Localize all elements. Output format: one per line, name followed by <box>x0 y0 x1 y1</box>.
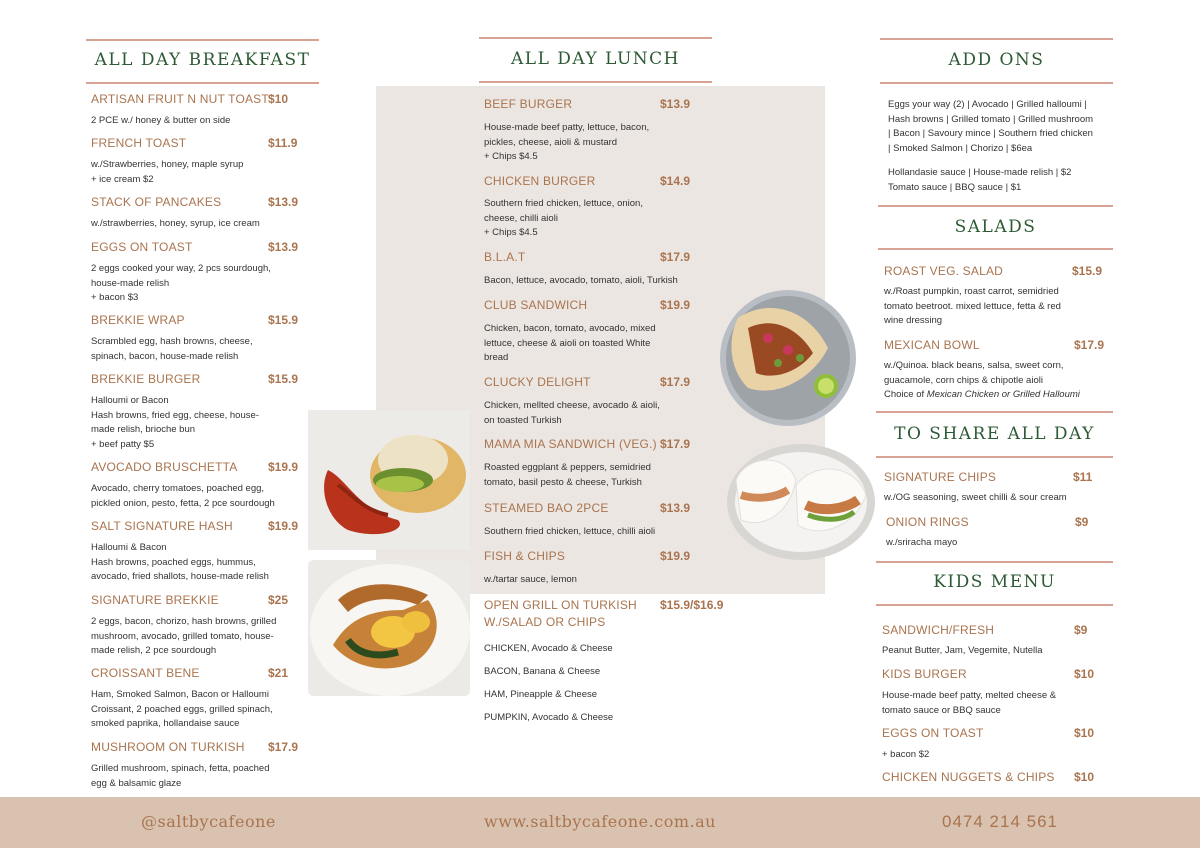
kids-title: KIDS MENU <box>933 572 1056 592</box>
menu-item-name: MUSHROOM ON TURKISH <box>91 740 245 754</box>
kids-rule-bottom <box>876 604 1113 606</box>
menu-item-desc: Peanut Butter, Jam, Vegemite, Nutella <box>882 645 1043 656</box>
menu-item-name: EGGS ON TOAST <box>91 240 193 254</box>
addons-rule-top <box>880 38 1113 40</box>
menu-item-name: ARTISAN FRUIT N NUT TOAST <box>91 92 269 106</box>
addons-sauces: Hollandasie sauce | House-made relish | $2 Tomato sauce | BBQ sauce | $1 <box>888 167 1072 193</box>
menu-item-price: $17.9 <box>268 740 299 754</box>
menu-item-price: $10 <box>1074 770 1095 784</box>
menu-item-desc: 2 PCE w./ honey & butter on side <box>91 115 231 126</box>
menu-item-price: $17.9 <box>660 375 691 389</box>
food-photo-croissant-bene <box>308 560 470 696</box>
menu-item-price: $19.9 <box>268 460 299 474</box>
menu-item-desc: Bacon, lettuce, avocado, tomato, aioli, Turkish <box>484 275 678 286</box>
menu-item-desc: House-made beef patty, melted cheese & tomato sauce or BBQ sauce <box>882 690 1057 716</box>
menu-item-desc: House-made beef patty, lettuce, bacon, pickles, cheese, aioli & mustard + Chips $4.5 <box>484 122 650 162</box>
menu-item-desc: w./Roast pumpkin, roast carrot, semidried tomato beetroot. mixed lettuce, fetta & red wine dressing <box>884 286 1061 326</box>
addons-list: Eggs your way (2) | Avocado | Grilled halloumi | Hash browns | Grilled tomato | Grilled mushroom | Bacon | Savoury mince | Southern fried chicken | Smoked Salmon | Chorizo | $6ea <box>888 99 1094 154</box>
menu-item-desc: w./sriracha mayo <box>886 537 958 548</box>
menu-item-desc: w./strawberries, honey, syrup, ice cream <box>91 218 260 229</box>
menu-item-price: $14.9 <box>660 174 691 188</box>
menu-item-price: $17.9 <box>660 250 691 264</box>
menu-item-price: $15.9 <box>268 372 299 386</box>
menu-item-desc: w./Strawberries, honey, maple syrup + ice cream $2 <box>91 159 244 185</box>
menu-item-price: $21 <box>268 666 289 680</box>
menu-item-price: $19.9 <box>268 519 299 533</box>
lunch-rule-top <box>479 37 712 39</box>
menu-item-name: SANDWICH/FRESH <box>882 623 995 637</box>
breakfast-rule-bottom <box>86 82 319 84</box>
menu-item-desc: w./OG seasoning, sweet chilli & sour cream <box>884 492 1067 503</box>
menu-item-price: $13.9 <box>268 195 299 209</box>
menu-item-name: STACK OF PANCAKES <box>91 195 222 209</box>
addons-title: ADD ONS <box>948 50 1045 70</box>
grill-options: CHICKEN, Avocado & Cheese BACON, Banana & Cheese HAM, Pineapple & Cheese PUMPKIN, Avocado & Cheese <box>484 643 614 723</box>
menu-item-name: AVOCADO BRUSCHETTA <box>91 460 238 474</box>
menu-item-price: $10 <box>1074 726 1095 740</box>
menu-item-name: BREKKIE BURGER <box>91 372 201 386</box>
menu-item-desc: w./tartar sauce, lemon <box>484 574 577 585</box>
menu-item-price: $13.9 <box>660 501 691 515</box>
menu-item-price: $13.9 <box>660 97 691 111</box>
menu-item-price: $10 <box>268 92 289 106</box>
menu-item-name: CLUCKY DELIGHT <box>484 375 591 389</box>
menu-item-name: ROAST VEG. SALAD <box>884 264 1004 278</box>
menu-item-name: STEAMED BAO 2PCE <box>484 501 609 515</box>
share-rule-top <box>876 411 1113 413</box>
salads-rule-top <box>878 205 1113 207</box>
menu-item-desc: Avocado, cherry tomatoes, poached egg, pickled onion, pesto, fetta, 2 pce sourdough <box>91 483 275 509</box>
food-photo-tacos <box>718 288 858 428</box>
menu-item-price: $9 <box>1074 623 1088 637</box>
menu-item-name: CLUB SANDWICH <box>484 298 588 312</box>
menu-item-name: OPEN GRILL ON TURKISH W./SALAD OR CHIPS <box>484 598 637 629</box>
menu-item-price: $13.9 <box>268 240 299 254</box>
menu-item-desc: Ham, Smoked Salmon, Bacon or Halloumi Croissant, 2 poached eggs, grilled spinach, smoked paprika, hollandaise sauce <box>91 689 273 729</box>
food-photo-steamed-bao <box>726 440 876 562</box>
phone-number[interactable]: 0474 214 561 <box>942 812 1058 831</box>
menu-item-price: $25 <box>268 593 289 607</box>
menu-item-desc: Roasted eggplant & peppers, semidried tomato, basil pesto & cheese, Turkish <box>484 462 651 488</box>
breakfast-rule-top <box>86 39 319 41</box>
menu-item-name: KIDS BURGER <box>882 667 967 681</box>
menu-item-price: $19.9 <box>660 549 691 563</box>
menu-item-price: $9 <box>1075 515 1089 529</box>
menu-item-name: EGGS ON TOAST <box>882 726 984 740</box>
menu-item-desc: w./Quinoa. black beans, salsa, sweet corn, guacamole, corn chips & chipotle aioli Choice of Mexican Chicken or Grilled Halloumi <box>884 360 1080 400</box>
menu-item-name: CHICKEN BURGER <box>484 174 596 188</box>
lunch-title: ALL DAY LUNCH <box>511 49 680 69</box>
share-rule-bottom <box>876 456 1113 458</box>
menu-item-name: SIGNATURE BREKKIE <box>91 593 219 607</box>
menu-item-name: FISH & CHIPS <box>484 549 566 563</box>
menu-item-desc: Halloumi or Bacon Hash browns, fried egg, cheese, house- made relish, brioche bun + beef patty $5 <box>91 395 259 450</box>
breakfast-title: ALL DAY BREAKFAST <box>94 50 311 70</box>
menu-item-desc: Halloumi & Bacon Hash browns, poached eggs, hummus, avocado, fried shallots, house-made relish <box>91 542 269 582</box>
menu-item-price: $19.9 <box>660 298 691 312</box>
addons-rule-bottom <box>880 82 1113 84</box>
menu-item-desc: Grilled mushroom, spinach, fetta, poached egg & balsamic glaze <box>91 763 270 789</box>
menu-item-name: BEEF BURGER <box>484 97 573 111</box>
website-link[interactable]: www.saltbycafeone.com.au <box>484 812 716 831</box>
share-title: TO SHARE ALL DAY <box>894 424 1095 444</box>
menu-item-name: SALT SIGNATURE HASH <box>91 519 233 533</box>
menu-item-price: $10 <box>1074 667 1095 681</box>
menu-item-price: $15.9/$16.9 <box>660 598 724 612</box>
menu-item-name: B.L.A.T <box>484 250 526 264</box>
lunch-rule-bottom <box>479 81 712 83</box>
menu-item-price: $11 <box>1073 470 1093 484</box>
salads-title: SALADS <box>954 217 1037 237</box>
menu-item-desc: 2 eggs cooked your way, 2 pcs sourdough, house-made relish + bacon $3 <box>91 263 271 303</box>
menu-item-desc: + bacon $2 <box>882 749 930 760</box>
menu-item-name: MEXICAN BOWL <box>884 338 980 352</box>
instagram-handle[interactable]: @saltbycafeone <box>141 812 276 831</box>
menu-item-desc: Southern fried chicken, lettuce, chilli aioli <box>484 526 656 537</box>
menu-item-name: MAMA MIA SANDWICH (VEG.) <box>484 437 657 451</box>
menu-item-price: $17.9 <box>660 437 691 451</box>
food-photo-avocado-bruschetta <box>308 410 470 550</box>
kids-rule-top <box>876 561 1113 563</box>
menu-item-price: $15.9 <box>268 313 299 327</box>
menu-item-desc: Chicken, mellted cheese, avocado & aioli, on toasted Turkish <box>484 400 660 426</box>
menu-item-price: $11.9 <box>268 136 298 150</box>
menu-item-name: CHICKEN NUGGETS & CHIPS <box>882 770 1055 784</box>
menu-item-name: FRENCH TOAST <box>91 136 187 150</box>
menu-item-price: $15.9 <box>1072 264 1103 278</box>
menu-item-price: $17.9 <box>1074 338 1105 352</box>
menu-item-desc: Southern fried chicken, lettuce, onion, cheese, chilli aioli + Chips $4.5 <box>484 198 643 238</box>
menu-item-desc: Scrambled egg, hash browns, cheese, spinach, bacon, house-made relish <box>91 336 253 362</box>
menu-item-name: SIGNATURE CHIPS <box>884 470 997 484</box>
menu-item-name: ONION RINGS <box>886 515 969 529</box>
menu-item-desc: 2 eggs, bacon, chorizo, hash browns, grilled mushroom, avocado, grilled tomato, house- made relish, 2 pce sourdough <box>91 616 277 656</box>
menu-item-desc: Chicken, bacon, tomato, avocado, mixed lettuce, cheese & aioli on toasted White bread <box>484 323 656 363</box>
salads-rule-bottom <box>878 248 1113 250</box>
menu-item-name: CROISSANT BENE <box>91 666 200 680</box>
menu-item-name: BREKKIE WRAP <box>91 313 185 327</box>
